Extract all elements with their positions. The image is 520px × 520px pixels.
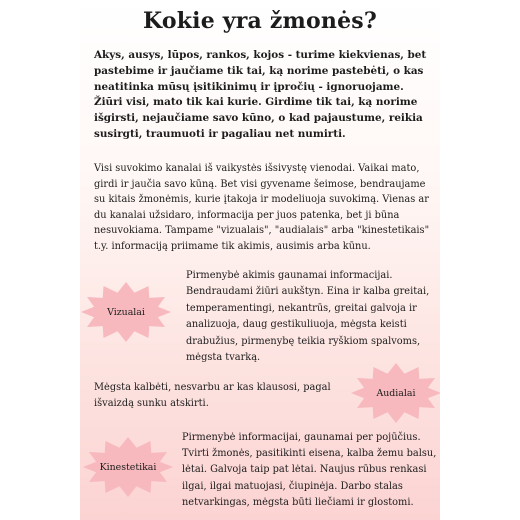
kinesthetic-description: Pirmenybė informacijai, gaunamai per pojūčius. Tvirti žmonės, pasitikinti eisena, kalba žemu balsu, lėtai. Galvoja taip pat lėtai. Naujus rūbus renkasi ilgai, ilgai matuojasi, čiupinėja. Darbo stalas netvarkingas, mėgsta būti liečiami ir glostomi.	[182, 432, 437, 508]
poster-page	[80, 0, 440, 520]
page-title: Kokie yra žmonės?	[143, 8, 377, 34]
kinesthetic-label: Kinestetikai	[99, 461, 157, 473]
kinesthetic-starburst-badge	[82, 436, 174, 498]
visual-label: Vizualai	[107, 306, 145, 318]
visual-starburst-badge	[80, 281, 172, 343]
audial-label: Audialai	[376, 387, 416, 399]
visual-description: Pirmenybė akimis gaunamai informacijai. Bendraudami žiūri aukštyn. Eina ir kalba greitai, temperamentingi, nekantrūs, greitai galvoja ir analizuoja, daug gestikuliuoja, mėgsta keisti drabužius, pirmenybę teikia ryškiom spalvoms, mėgsta tvarką.	[186, 270, 430, 364]
intro-text: Akys, ausys, lūpos, rankos, kojos - turime kiekvienas, bet pastebime ir jaučiame tik tai, ką norime pastebėti, o kas neatitinka mūsų įsitikinimų ir įpročių - ignoruojame. Žiūri visi, mato tik kai kurie. Girdime tik tai, ką norime išgirsti, nejaučiame savo kūno, o kad pajaustume, reikia susirgti, traumuoti ir pagaliau net numirti.	[94, 49, 427, 140]
audial-starburst-badge	[350, 362, 440, 424]
body-paragraph: Visi suvokimo kanalai iš vaikystės išsivystę vienodai. Vaikai mato, girdi ir jaučia savo kūną. Bet visi gyvename šeimose, bendraujame su kitais žmonėmis, kurie įtakoja ir modeliuoja suvokimą. Vienas ar du kanalai užsidaro, informacija per juos patenka, bet ji būna nesuvokiama. Tampame "vizualais", "audialais" arba "kinestetikais" t.y. informaciją priimame tik akimis, ausimis arba kūnu.	[94, 163, 430, 252]
audial-description: Mėgsta kalbėti, nesvarbu ar kas klausosi, pagal išvaizdą sunku atskirti.	[94, 382, 331, 409]
